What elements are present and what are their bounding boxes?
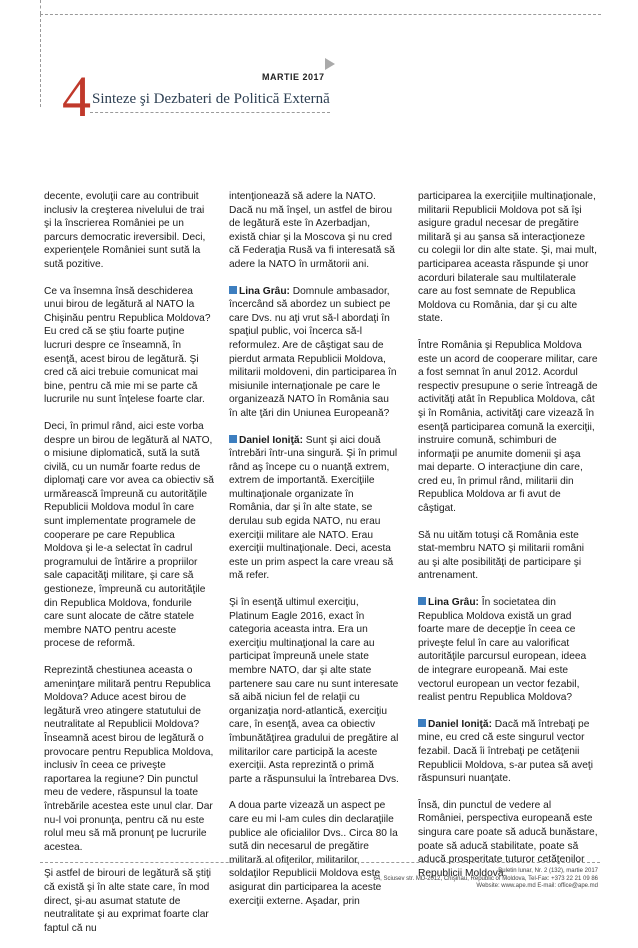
speaker-name: Lina Grâu: [428, 597, 479, 609]
paragraph-text: A doua parte vizează un aspect pe care eu mi l-am cules din declaraţiile publice ale oficialilor Dvs.. Circa 80 la sută din necesarul de pregătire militară al ofiţerilor, militarilor, soldaţilor Republicii Moldova este asigurat din participarea la aceste exerciţii externe. Aşadar, prin [229, 800, 398, 907]
column-2 [229, 190, 399, 921]
paragraph-text: Domnule ambasador, încercând să abordez un subiect pe care Dvs. nu aţi vrut să-l abordaţi în spaţiul public, voi încerca să-l reformulez. Are de câştigat sau de pierdut armata Republicii Moldova, militarii moldoveni, din participarea în misiunile internaţionale pe care le organizează NATO în România sau în alte ţări din Uniunea Europeană? [229, 285, 397, 419]
paragraph-text: Sunt şi aici două întrebări într-una singură. Şi în primul rând aş începe cu o nuanţă extrem, extrem de importantă. Exerciţiile multinaţionale organizate în România, dar şi în alte state, se derulau sub egida NATO, nu erau exerciţii militare ale NATO. Erau exerciţii multinaţionale. Deci, acesta este un prim aspect la care vreau să mă refer. [229, 434, 398, 582]
paragraph: decente, evoluţii care au contribuit inclusiv la creşterea nivelului de trai şi la înscrierea României pe un parcurs democratic ireversibil. Deci, experienţele României sunt sută la sută pozitive. [44, 191, 206, 270]
issue-date: MARTIE 2017 [262, 72, 325, 82]
paragraph [229, 596, 399, 786]
column-1 [44, 190, 214, 948]
paragraph-text: Şi în esenţă ultimul exerciţiu, Platinum Eagle 2016, exact în categoria aceasta intra. Era un exerciţiu multinaţional la care au participat împreună unele state membre NATO, dar şi alte state partenere sau care nu sunt interesate să aibă niciun fel de relaţii cu organizaţia nord-atlantică, exerciţiu care, în esenţă, avea ca obiectiv îmbunătăţirea gradului de pregătire al militarilor care participă la aceste exerciţii. Asta reprezintă o primă parte a răspunsului la întrebarea Dvs. [229, 597, 399, 785]
paragraph-text: Însă, din punctul de vedere al României, perspectiva europeană este singura care poate să aducă bunăstare, poate să aducă stabilitate, poate să aducă prosperitate tuturor cetăţenilor Republicii Moldova. [418, 799, 598, 879]
speaker-name: Daniel Ioniţă: [239, 434, 303, 446]
paragraph [418, 190, 598, 326]
speaker-square-icon [418, 719, 426, 727]
paragraph-text: În societatea din Republica Moldova există un grad foarte mare de decepţie în ceea ce priveşte felul în care au valorificat autorităţile parcursul european, ideea de integrare europeană. Mai este vectorul european un vector fezabil, realist pentru Republica Moldova? [418, 597, 587, 704]
footer-address: 64, Sciusev str. MD-2012, Chişinau, Republic of Moldova, Tel-Fax: +373 22 21 09 86 [373, 875, 598, 882]
paragraph [229, 799, 399, 908]
paragraph-text: participarea la exerciţiile multinaţionale, militarii Republicii Moldova pot să îşi asigure gradul necesar de pregătire militară şi au şansa să interacţioneze cu colegii lor din alte state. Şi, mai mult, participarea aceasta răspunde şi unor acorduri bilaterale sau multilaterale care au fost semnate de Republica Moldova cu România, dar şi cu alte state. [418, 191, 597, 325]
paragraph [418, 596, 598, 705]
speaker-name: Lina Grâu: [239, 285, 290, 297]
paragraph [229, 190, 399, 272]
paragraph: Reprezintă chestiunea aceasta o ameninţare militară pentru Republica Moldova? Aduce acest birou de legătură vreo atingere statutului de neutralitate al Republicii Moldova? Înseamnă acest birou de legătură o provocare pentru Republica Moldova, inclusiv în ceea ce priveşte raportarea la regiune? Din punctul meu de vedere, răspunsul la toate întrebările acestea este unul clar. Dar nu-l voi pronunţa, pentru că nu este rolul meu să mă pronunţ pe lucrurile acestea. [44, 665, 214, 853]
speaker-square-icon [229, 435, 237, 443]
paragraph: Ce va însemna însă deschiderea unui birou de legătură al NATO la Chişinău pentru Republica Moldova? Eu cred că se ştiu foarte puţine lucruri despre ce înseamnă, în esenţă, acest birou de legătură. Şi cred că aici trebuie comunicat mai bine, pentru că mie mi se parte că lucrurile nu sunt înţelese foarte clar. [44, 285, 211, 406]
footer [198, 868, 598, 891]
paragraph [418, 718, 598, 786]
footer-contact: Website: www.ape.md E-mail: office@ape.md [476, 883, 598, 889]
header-arrow-decoration [325, 58, 335, 70]
paragraph-text: Dacă mă întrebaţi pe mine, eu cred că este singurul vector fezabil. Dacă îi întrebaţi pe cetăţenii Republicii Moldova, s-ar putea să aveţi răspunsuri nuanţate. [418, 718, 593, 785]
issue-number: 4 [62, 64, 91, 129]
paragraph-text: intenţionează să adere la NATO. Dacă nu mă înşel, un astfel de birou de legătură este în Azerbadjan, există chiar şi la Moscova şi nu cred că Federaţia Rusă va fi interesată să adere la NATO în următorii ani. [229, 191, 395, 270]
paragraph: Şi astfel de birouri de legătură să ştiţi că există şi în alte state care, în mod direct, şi-au asumat statute de neutralitate şi au exprimat foarte clar faptul că nu [44, 868, 212, 934]
speaker-square-icon [229, 286, 237, 294]
footer-rule [40, 862, 600, 863]
paragraph-text: Să nu uităm totuşi că România este stat-membru NATO şi militarii români au şi alte posibilităţi de participare şi antrenament. [418, 529, 585, 582]
header-rule-vertical [40, 0, 41, 14]
paragraph [229, 285, 399, 421]
footer-bulletin: Buletin lunar, Nr. 2 (132), martie 2017 [498, 868, 598, 874]
speaker-square-icon [418, 597, 426, 605]
speaker-name: Daniel Ioniţă: [428, 718, 492, 730]
paragraph [418, 339, 598, 516]
paragraph [418, 529, 598, 583]
page-title: Sinteze şi Dezbateri de Politică Externă [92, 91, 330, 107]
title-underline [90, 112, 330, 113]
paragraph: Deci, în primul rând, aici este vorba despre un birou de legătură al NATO, o misiune diplomatică, sută la sută civilă, cu un număr foarte redus de diplomaţi care vor avea ca obiectiv să urmărească împreună cu autorităţile Republicii Moldova modul în care sunt implementate programele de cooperare pe care Republica Moldova şi le-a selectat în cadrul programului de întărire a propriilor sale capacităţi militare, şi care să gestioneze, împreună cu autorităţile din Republica Moldova, fondurile care sunt alocate de către statele membre NATO pentru aceste procese de reformă. [44, 420, 214, 650]
paragraph [229, 434, 399, 584]
column-3 [418, 190, 598, 893]
paragraph-text: Între România şi Republica Moldova este un acord de cooperare militar, care a fost semnat în anul 2012. Acordul respectiv presupune o serie întreagă de activităţi atât în Republica Moldova, cât şi în România, activităţi care vizează în esenţă participarea comună la exerciţii, instruire comună, schimburi de informaţii pe anumite domenii şi aşa mai departe. O interacţiune din care, cred eu, în primul rând, militarii din Republica Moldova ar fi avut de câştigat. [418, 339, 598, 515]
